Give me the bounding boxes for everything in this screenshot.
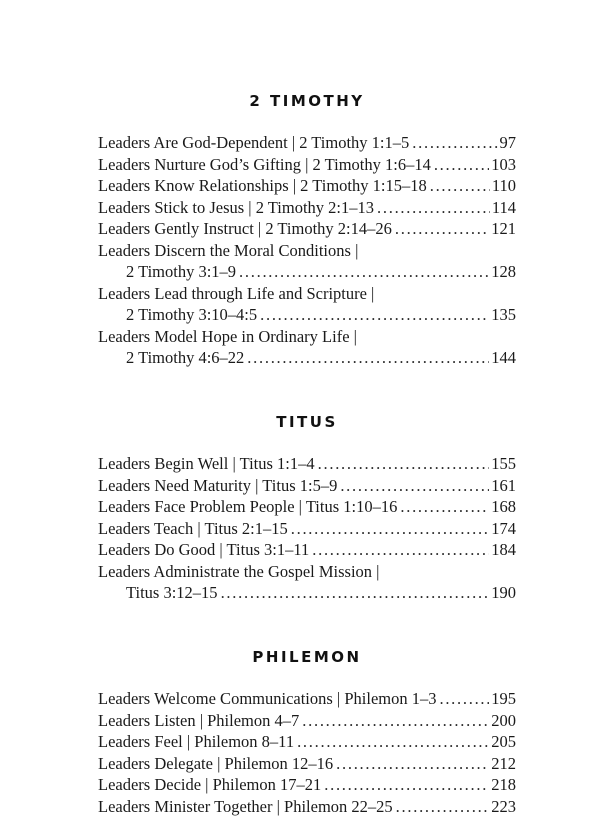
page-number: 135	[491, 305, 516, 324]
dot-leader	[396, 796, 490, 818]
page-number: 190	[491, 583, 516, 602]
dot-leader	[412, 132, 497, 154]
entry-title: Leaders Model Hope in Ordinary Life |	[98, 326, 357, 346]
dot-leader	[324, 774, 489, 796]
toc-entries	[98, 688, 516, 817]
toc-entry[interactable]	[98, 326, 516, 369]
toc-entry[interactable]	[98, 283, 516, 326]
entry-title: Leaders Lead through Life and Scripture |	[98, 283, 375, 303]
page-number: 114	[491, 197, 516, 217]
dot-leader	[400, 496, 489, 518]
toc-entry[interactable]	[98, 518, 516, 540]
entry-title: Leaders Do Good | Titus 3:1–11	[98, 540, 310, 559]
entry-reference: 2 Timothy 4:6–22	[126, 348, 245, 367]
entry-reference: 2 Timothy 3:1–9	[126, 262, 237, 281]
entry-title: Leaders Discern the Moral Conditions |	[98, 240, 359, 260]
entry-reference: 2 Timothy 3:10–4:5	[126, 305, 258, 324]
dot-leader	[260, 304, 489, 326]
toc-entry[interactable]	[98, 688, 516, 710]
toc-entry[interactable]	[98, 796, 516, 818]
entry-title: Leaders Begin Well | Titus 1:1–4	[98, 454, 315, 473]
dot-leader	[302, 710, 489, 732]
dot-leader	[430, 175, 490, 197]
entry-title: Leaders Decide | Philemon 17–21	[98, 775, 322, 794]
dot-leader	[247, 347, 489, 369]
entry-title: Leaders Teach | Titus 2:1–15	[98, 518, 288, 538]
entry-title: Leaders Face Problem People | Titus 1:10–16	[98, 497, 398, 516]
toc-entry[interactable]	[98, 539, 516, 561]
entry-title: Leaders Are God-Dependent | 2 Timothy 1:1–5	[98, 133, 410, 152]
toc-entry[interactable]	[98, 453, 516, 475]
entry-title: Leaders Listen | Philemon 4–7	[98, 710, 300, 730]
page-number: 205	[491, 732, 516, 751]
section-2-timothy	[98, 90, 516, 369]
entry-title: Leaders Feel | Philemon 8–11	[98, 732, 295, 751]
page-number: 174	[491, 518, 516, 538]
section-titus	[98, 411, 516, 604]
page-number: 161	[491, 475, 516, 495]
page-number: 155	[491, 454, 516, 473]
toc-entry[interactable]	[98, 175, 516, 197]
entry-title: Leaders Know Relationships | 2 Timothy 1:15–18	[98, 176, 427, 195]
toc-entry[interactable]	[98, 731, 516, 753]
toc-entry[interactable]	[98, 774, 516, 796]
entry-reference: Titus 3:12–15	[126, 583, 218, 602]
toc-entry[interactable]	[98, 475, 516, 497]
dot-leader	[291, 518, 490, 540]
dot-leader	[434, 154, 489, 176]
page-number: 168	[491, 497, 516, 516]
entry-title: Leaders Gently Instruct | 2 Timothy 2:14–26	[98, 219, 392, 238]
dot-leader	[377, 197, 490, 219]
toc-entry[interactable]	[98, 496, 516, 518]
page-number: 144	[491, 348, 516, 367]
section-title: PHILEMON	[252, 648, 362, 666]
page-number: 121	[491, 219, 516, 238]
dot-leader	[239, 261, 489, 283]
section-philemon	[98, 646, 516, 817]
entry-title: Leaders Administrate the Gospel Mission |	[98, 561, 380, 581]
toc-entry[interactable]	[98, 197, 516, 219]
toc-entry[interactable]	[98, 753, 516, 775]
entry-title: Leaders Welcome Communications | Philemon 1–3	[98, 689, 437, 708]
dot-leader	[439, 688, 489, 710]
toc-entry[interactable]	[98, 218, 516, 240]
dot-leader	[340, 475, 489, 497]
dot-leader	[221, 582, 490, 604]
entry-title: Leaders Minister Together | Philemon 22–25	[98, 796, 393, 816]
page-number: 128	[491, 262, 516, 281]
page-number: 195	[491, 689, 516, 708]
toc-entry[interactable]	[98, 710, 516, 732]
dot-leader	[312, 539, 489, 561]
dot-leader	[318, 453, 490, 475]
toc-entry[interactable]	[98, 154, 516, 176]
toc-entries	[98, 132, 516, 369]
page-number: 97	[499, 133, 516, 152]
entry-title: Leaders Need Maturity | Titus 1:5–9	[98, 475, 338, 495]
section-title: 2 TIMOTHY	[249, 92, 365, 110]
page-number: 184	[491, 540, 516, 559]
toc-entry[interactable]	[98, 132, 516, 154]
dot-leader	[297, 731, 489, 753]
page-number: 218	[491, 775, 516, 794]
entry-title: Leaders Stick to Jesus | 2 Timothy 2:1–13	[98, 197, 375, 217]
dot-leader	[336, 753, 489, 775]
entry-title: Leaders Delegate | Philemon 12–16	[98, 753, 334, 773]
page-number: 103	[491, 154, 516, 174]
toc-entry[interactable]	[98, 561, 516, 604]
page-number: 200	[491, 710, 516, 730]
toc-entry[interactable]	[98, 240, 516, 283]
dot-leader	[395, 218, 489, 240]
entry-title: Leaders Nurture God’s Gifting | 2 Timothy 1:6–14	[98, 154, 431, 174]
section-title: TITUS	[276, 413, 338, 431]
page-number: 212	[491, 753, 516, 773]
page-number: 223	[491, 796, 516, 816]
toc-entries	[98, 453, 516, 604]
page-number: 110	[491, 176, 516, 195]
